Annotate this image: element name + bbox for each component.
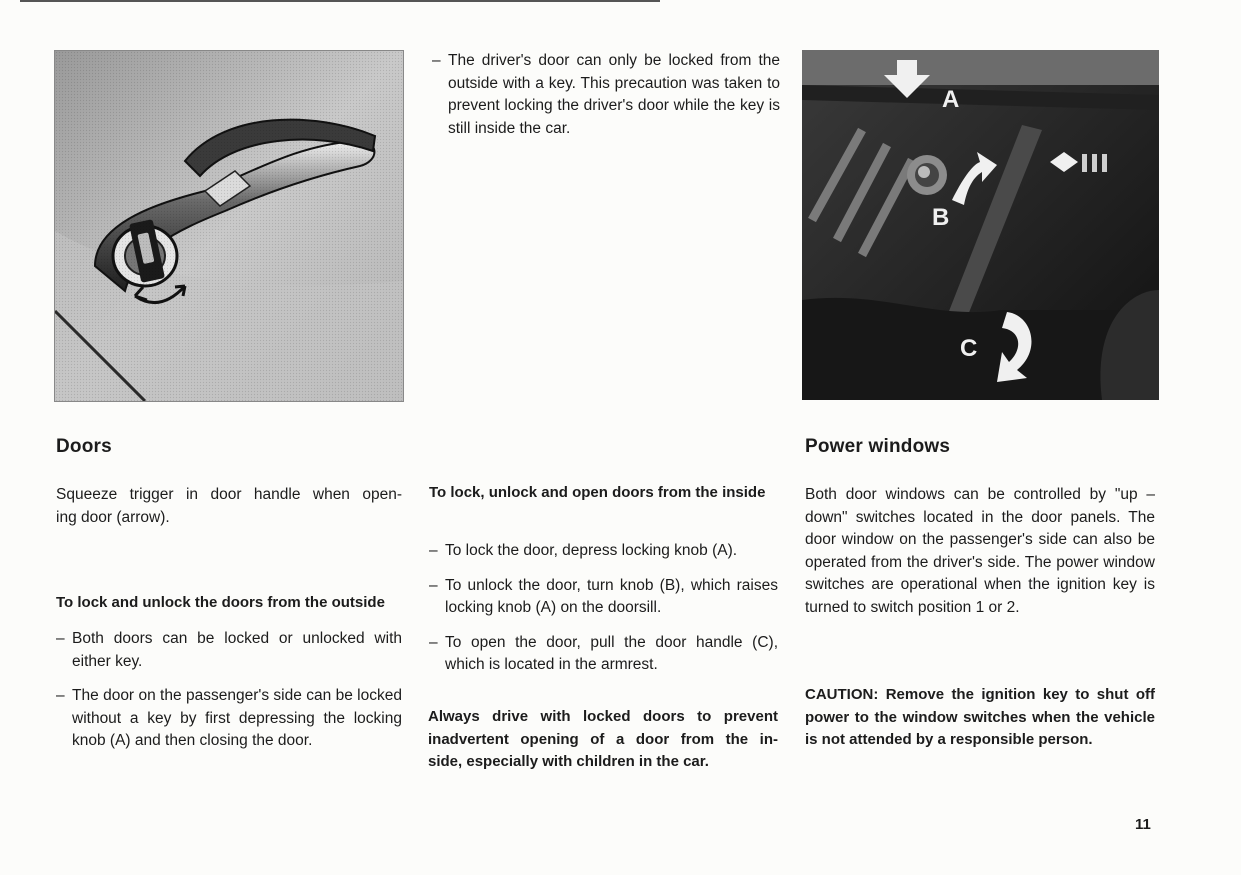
label-c: C <box>960 335 978 362</box>
doors-intro <box>56 484 402 529</box>
door-panel-photo <box>802 50 1159 400</box>
doors-intro-line-2: ing door (arrow). <box>56 508 170 526</box>
inside-lock-list <box>429 540 778 677</box>
outside-lock-item-2: – The door on the passenger's side can be locked without a key by first depressing the locking knob (A) and then closing the door. <box>56 685 402 753</box>
warning-line-2: inadvertent opening of a door from the in- <box>428 730 778 748</box>
locked-doors-warning <box>428 706 778 774</box>
label-b: B <box>932 204 950 231</box>
warning-line-1: Always drive with locked doors to prevent <box>428 708 778 725</box>
power-windows-heading: Power windows <box>805 436 951 457</box>
inside-lock-subheading: To lock, unlock and open doors from the inside <box>429 484 766 501</box>
doors-intro-line-1: Squeeze trigger in door handle when open- <box>56 486 402 503</box>
warning-line-3: side, especially with children in the car. <box>428 753 709 770</box>
power-windows-body: Both door windows can be controlled by "up – down" switches located in the door panels. The door window on the passenger's side can also be operated from the driver's side. The power window switches are operational when the ignition key is turned to switch position 1 or 2. <box>805 486 1155 616</box>
door-panel-illustration <box>802 50 1159 400</box>
outside-lock-item-1: – Both doors can be locked or unlocked with either key. <box>56 628 402 673</box>
doors-heading: Doors <box>56 436 112 457</box>
label-a: A <box>942 86 960 113</box>
top-rule <box>20 0 660 2</box>
driver-door-item: – The driver's door can only be locked from the outside with a key. This precaution was taken to prevent locking the driver's door while the key is still inside the car. <box>432 50 780 140</box>
outside-lock-subheading: To lock and unlock the doors from the outside <box>56 594 385 611</box>
inside-lock-item-1: – To lock the door, depress locking knob (A). <box>429 540 778 563</box>
caution-note: CAUTION: Remove the ignition key to shut off power to the window switches when the vehicle is not attended by a responsible person. <box>805 686 1155 748</box>
driver-door-note <box>432 50 780 140</box>
door-handle-illustration <box>55 51 403 401</box>
outside-lock-list <box>56 628 402 753</box>
inside-lock-item-2: – To unlock the door, turn knob (B), which raises locking knob (A) on the doorsill. <box>429 575 778 620</box>
inside-lock-item-3: – To open the door, pull the door handle (C), which is located in the armrest. <box>429 632 778 677</box>
door-handle-photo <box>54 50 404 402</box>
page-number: 11 <box>1135 816 1151 833</box>
